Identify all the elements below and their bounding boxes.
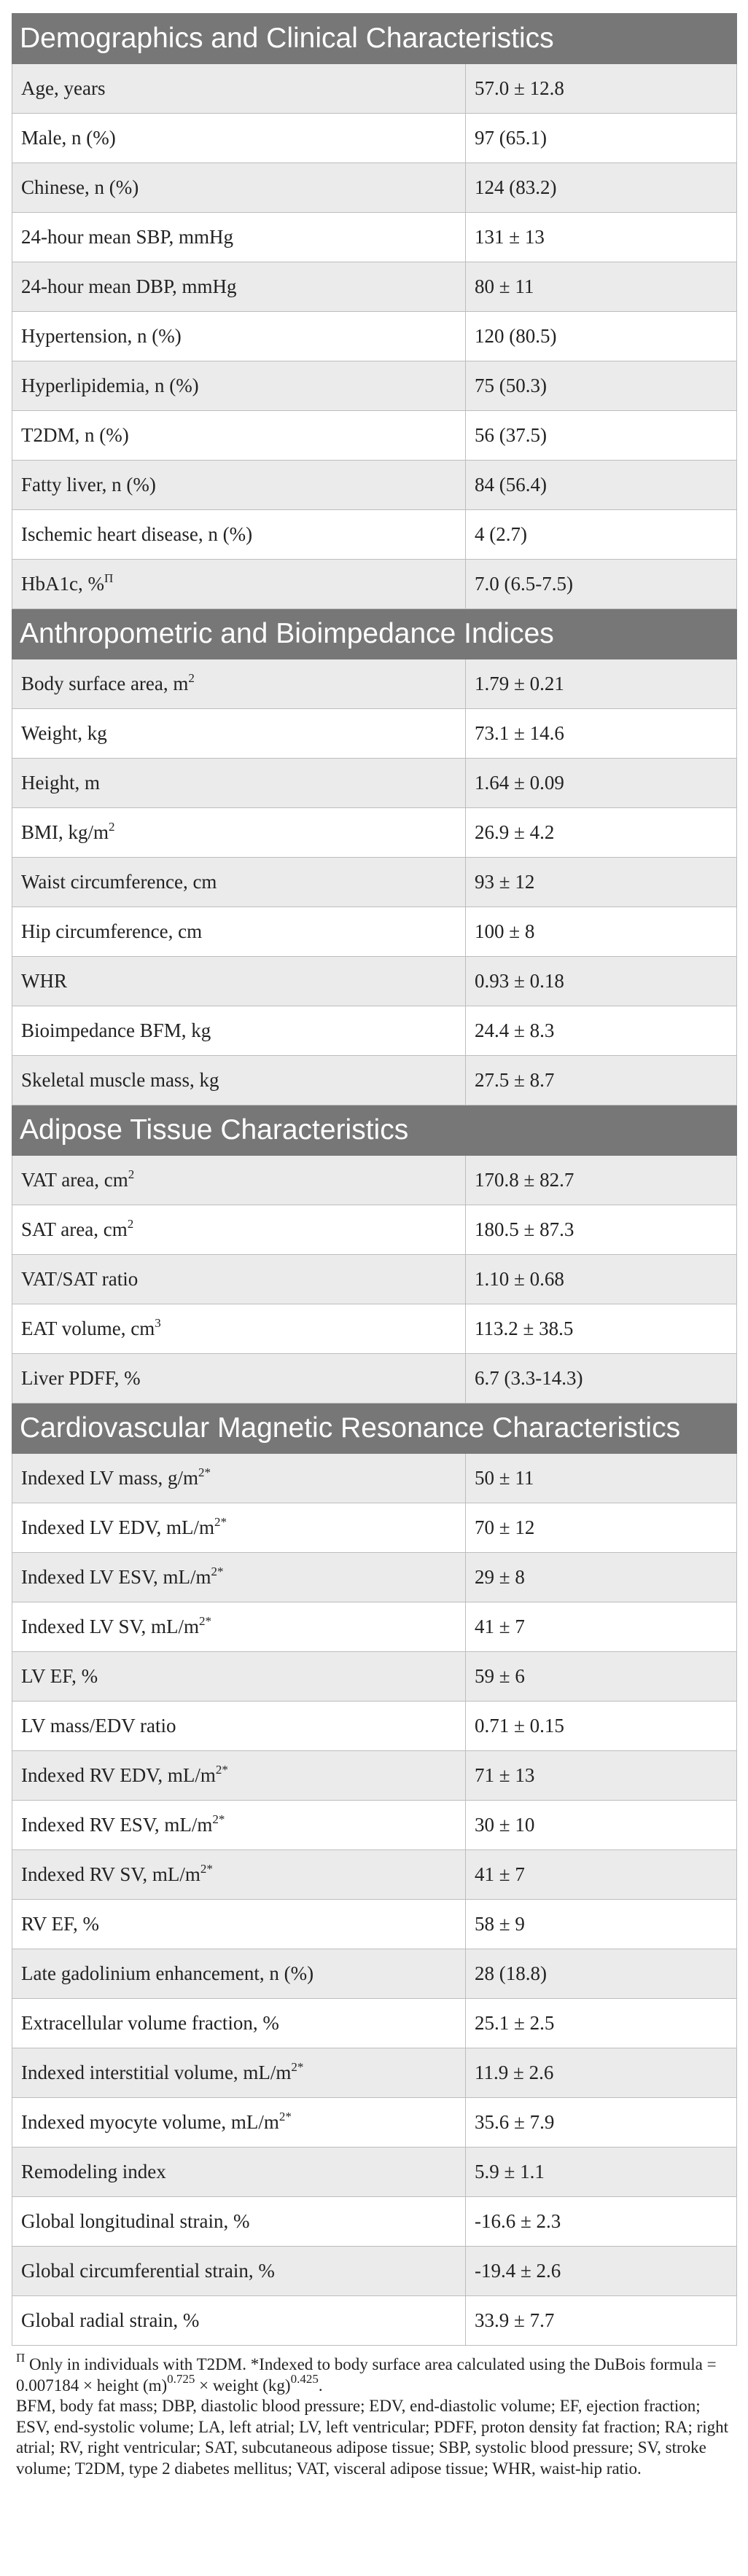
row-label-cell bbox=[12, 1454, 466, 1503]
row-label-cell bbox=[12, 1553, 466, 1602]
table-row bbox=[12, 1255, 737, 1304]
row-label: LV EF, % bbox=[21, 1665, 98, 1687]
table-row bbox=[12, 312, 737, 361]
row-label-superscript: 2* bbox=[291, 2060, 304, 2074]
row-label-superscript: 2* bbox=[215, 1763, 228, 1777]
row-label: Chinese, n (%) bbox=[21, 176, 139, 198]
section-header bbox=[12, 1105, 737, 1156]
row-label: Extracellular volume fraction, % bbox=[21, 2012, 279, 2034]
row-label-cell bbox=[12, 163, 466, 213]
row-label-superscript: Π bbox=[104, 571, 114, 585]
row-value: 131 ± 13 bbox=[466, 213, 737, 262]
table-row bbox=[12, 1454, 737, 1503]
row-label-cell bbox=[12, 510, 466, 560]
row-label-cell bbox=[12, 2197, 466, 2247]
table-row bbox=[12, 1503, 737, 1553]
section-title: Cardiovascular Magnetic Resonance Characteristics bbox=[12, 1404, 737, 1454]
row-label: Body surface area, m bbox=[21, 673, 189, 694]
row-label: WHR bbox=[21, 970, 67, 992]
table-row bbox=[12, 1751, 737, 1801]
row-label-cell bbox=[12, 1205, 466, 1255]
table-row bbox=[12, 957, 737, 1006]
row-label-cell bbox=[12, 1999, 466, 2048]
table-row bbox=[12, 1702, 737, 1751]
row-label-superscript: 2 bbox=[128, 1167, 135, 1181]
footnote-exponent: 0.725 bbox=[167, 2371, 195, 2386]
table-row bbox=[12, 759, 737, 808]
row-label: Male, n (%) bbox=[21, 127, 116, 149]
row-label-cell bbox=[12, 213, 466, 262]
row-label-cell bbox=[12, 262, 466, 312]
row-label-cell bbox=[12, 2098, 466, 2148]
row-label-cell bbox=[12, 1602, 466, 1652]
table-row bbox=[12, 1006, 737, 1056]
footnote-exponent: 0.425 bbox=[290, 2371, 319, 2386]
table-row bbox=[12, 1354, 737, 1404]
abbreviations-note: BFM, body fat mass; DBP, diastolic blood pressure; EDV, end-diastolic volume; EF, ejection fraction; ESV, end-systolic volume; LA, left atrial; LV, left ventricular; PDFF, proton density fat fraction; RA; right atrial; RV, right ventricular; SAT, subcutaneous adipose tissue; SBP, systolic blood pressure; SV, stroke volume; T2DM, type 2 diabetes mellitus; VAT, visceral adipose tissue; WHR, waist-hip ratio. bbox=[16, 2397, 729, 2478]
row-value: 25.1 ± 2.5 bbox=[466, 1999, 737, 2048]
section-header bbox=[12, 609, 737, 659]
row-value: 24.4 ± 8.3 bbox=[466, 1006, 737, 1056]
table-row bbox=[12, 163, 737, 213]
row-label-cell bbox=[12, 907, 466, 957]
footnote-text: . bbox=[318, 2376, 323, 2395]
row-label: Indexed myocyte volume, mL/m bbox=[21, 2111, 279, 2133]
row-value: 57.0 ± 12.8 bbox=[466, 64, 737, 114]
row-label: Global circumferential strain, % bbox=[21, 2260, 275, 2282]
table-row bbox=[12, 213, 737, 262]
row-label-cell bbox=[12, 1354, 466, 1404]
row-label: 24-hour mean DBP, mmHg bbox=[21, 275, 237, 297]
row-label: Remodeling index bbox=[21, 2161, 166, 2182]
row-label-superscript: 2 bbox=[127, 1217, 134, 1231]
table-row bbox=[12, 1304, 737, 1354]
row-value: 30 ± 10 bbox=[466, 1801, 737, 1850]
row-label: Indexed LV mass, g/m bbox=[21, 1467, 198, 1489]
row-label-cell bbox=[12, 361, 466, 411]
table-row bbox=[12, 262, 737, 312]
table-row bbox=[12, 411, 737, 461]
table-row bbox=[12, 2048, 737, 2098]
row-label: SAT area, cm bbox=[21, 1218, 128, 1240]
table-row bbox=[12, 1056, 737, 1105]
row-label: Indexed interstitial volume, mL/m bbox=[21, 2062, 292, 2083]
table-row bbox=[12, 1900, 737, 1949]
row-label: BMI, kg/m bbox=[21, 821, 109, 843]
section-title: Adipose Tissue Characteristics bbox=[12, 1105, 737, 1156]
row-value: 124 (83.2) bbox=[466, 163, 737, 213]
row-label-superscript: 2* bbox=[200, 1862, 213, 1876]
table-row bbox=[12, 2148, 737, 2197]
row-value: 97 (65.1) bbox=[466, 114, 737, 163]
row-value: 33.9 ± 7.7 bbox=[466, 2296, 737, 2346]
row-value: 0.71 ± 0.15 bbox=[466, 1702, 737, 1751]
row-value: 120 (80.5) bbox=[466, 312, 737, 361]
row-value: 170.8 ± 82.7 bbox=[466, 1156, 737, 1205]
row-label-superscript: 2* bbox=[198, 1465, 211, 1479]
row-label: Hip circumference, cm bbox=[21, 920, 203, 942]
row-value: 6.7 (3.3-14.3) bbox=[466, 1354, 737, 1404]
row-label: LV mass/EDV ratio bbox=[21, 1715, 176, 1737]
table-row bbox=[12, 2247, 737, 2296]
row-label: T2DM, n (%) bbox=[21, 424, 129, 446]
table-row bbox=[12, 1999, 737, 2048]
row-label-cell bbox=[12, 759, 466, 808]
section-header bbox=[12, 1404, 737, 1454]
row-label: VAT area, cm bbox=[21, 1169, 128, 1191]
row-value: 28 (18.8) bbox=[466, 1949, 737, 1999]
footnote-text: Only in individuals with T2DM. *Indexed to body surface area calculated using the DuBois formula = 0.007184 × height (m) bbox=[16, 2355, 717, 2395]
row-label-cell bbox=[12, 411, 466, 461]
table-footnotes bbox=[12, 2346, 736, 2479]
row-label: Late gadolinium enhancement, n (%) bbox=[21, 1962, 314, 1984]
row-label: Height, m bbox=[21, 772, 100, 794]
table-row bbox=[12, 1850, 737, 1900]
row-label-cell bbox=[12, 1156, 466, 1205]
row-label-superscript: 2* bbox=[212, 1812, 225, 1826]
row-label-superscript: 2 bbox=[188, 671, 195, 685]
table-body bbox=[12, 14, 737, 2346]
row-value: 1.10 ± 0.68 bbox=[466, 1255, 737, 1304]
table-row bbox=[12, 2296, 737, 2346]
row-label: Global longitudinal strain, % bbox=[21, 2210, 250, 2232]
table-container bbox=[12, 13, 736, 2479]
row-label: Indexed LV EDV, mL/m bbox=[21, 1516, 214, 1538]
section-header bbox=[12, 14, 737, 64]
table-row bbox=[12, 64, 737, 114]
row-value: 11.9 ± 2.6 bbox=[466, 2048, 737, 2098]
row-value: 1.79 ± 0.21 bbox=[466, 659, 737, 709]
row-label-superscript: 2* bbox=[199, 1614, 212, 1628]
row-label: Liver PDFF, % bbox=[21, 1367, 141, 1389]
row-label-cell bbox=[12, 2296, 466, 2346]
footnote-text: × weight (kg) bbox=[195, 2376, 291, 2395]
row-label-cell bbox=[12, 114, 466, 163]
row-value: 7.0 (6.5-7.5) bbox=[466, 560, 737, 609]
table-row bbox=[12, 2098, 737, 2148]
section-title: Demographics and Clinical Characteristics bbox=[12, 14, 737, 64]
characteristics-table bbox=[12, 13, 737, 2346]
table-row bbox=[12, 858, 737, 907]
table-row bbox=[12, 560, 737, 609]
row-label-cell bbox=[12, 1900, 466, 1949]
row-value: -19.4 ± 2.6 bbox=[466, 2247, 737, 2296]
table-row bbox=[12, 1553, 737, 1602]
footnote-mark: Π bbox=[16, 2351, 26, 2365]
table-row bbox=[12, 114, 737, 163]
row-value: 71 ± 13 bbox=[466, 1751, 737, 1801]
row-value: 35.6 ± 7.9 bbox=[466, 2098, 737, 2148]
row-label: Hypertension, n (%) bbox=[21, 325, 182, 347]
table-row bbox=[12, 1602, 737, 1652]
row-label-cell bbox=[12, 858, 466, 907]
row-label: Ischemic heart disease, n (%) bbox=[21, 523, 253, 545]
row-value: 70 ± 12 bbox=[466, 1503, 737, 1553]
row-label-cell bbox=[12, 1006, 466, 1056]
table-row bbox=[12, 1652, 737, 1702]
row-label-superscript: 2* bbox=[214, 1515, 227, 1529]
row-label-cell bbox=[12, 560, 466, 609]
row-value: 84 (56.4) bbox=[466, 461, 737, 510]
row-label-cell bbox=[12, 1304, 466, 1354]
row-label-cell bbox=[12, 2148, 466, 2197]
row-value: 58 ± 9 bbox=[466, 1900, 737, 1949]
table-row bbox=[12, 659, 737, 709]
section-title: Anthropometric and Bioimpedance Indices bbox=[12, 609, 737, 659]
row-value: 41 ± 7 bbox=[466, 1602, 737, 1652]
table-row bbox=[12, 1156, 737, 1205]
footnote-1 bbox=[16, 2351, 733, 2396]
row-value: 1.64 ± 0.09 bbox=[466, 759, 737, 808]
table-row bbox=[12, 510, 737, 560]
table-row bbox=[12, 1205, 737, 1255]
row-value: 50 ± 11 bbox=[466, 1454, 737, 1503]
row-label-cell bbox=[12, 1801, 466, 1850]
row-label: Indexed RV EDV, mL/m bbox=[21, 1764, 216, 1786]
row-value: 56 (37.5) bbox=[466, 411, 737, 461]
row-value: 100 ± 8 bbox=[466, 907, 737, 957]
row-label-superscript: 2* bbox=[211, 1565, 224, 1578]
row-label-cell bbox=[12, 2048, 466, 2098]
row-label: Fatty liver, n (%) bbox=[21, 474, 156, 496]
row-label-cell bbox=[12, 64, 466, 114]
row-label: Indexed RV ESV, mL/m bbox=[21, 1814, 213, 1836]
row-label: Indexed RV SV, mL/m bbox=[21, 1863, 200, 1885]
row-label-cell bbox=[12, 461, 466, 510]
row-label-cell bbox=[12, 659, 466, 709]
row-value: 59 ± 6 bbox=[466, 1652, 737, 1702]
row-value: 75 (50.3) bbox=[466, 361, 737, 411]
row-label: EAT volume, cm bbox=[21, 1318, 155, 1339]
row-value: 29 ± 8 bbox=[466, 1553, 737, 1602]
row-label-cell bbox=[12, 1652, 466, 1702]
table-row bbox=[12, 709, 737, 759]
table-row bbox=[12, 361, 737, 411]
row-value: 93 ± 12 bbox=[466, 858, 737, 907]
table-row bbox=[12, 907, 737, 957]
row-label: Weight, kg bbox=[21, 722, 107, 744]
row-label: Indexed LV ESV, mL/m bbox=[21, 1566, 211, 1588]
row-value: 0.93 ± 0.18 bbox=[466, 957, 737, 1006]
row-label-cell bbox=[12, 709, 466, 759]
row-label: 24-hour mean SBP, mmHg bbox=[21, 226, 234, 248]
row-value: 73.1 ± 14.6 bbox=[466, 709, 737, 759]
table-row bbox=[12, 1949, 737, 1999]
row-label-cell bbox=[12, 1751, 466, 1801]
row-value: 4 (2.7) bbox=[466, 510, 737, 560]
row-label-cell bbox=[12, 1503, 466, 1553]
row-value: 180.5 ± 87.3 bbox=[466, 1205, 737, 1255]
row-label-cell bbox=[12, 2247, 466, 2296]
row-label-cell bbox=[12, 808, 466, 858]
row-label: Global radial strain, % bbox=[21, 2309, 200, 2331]
row-label: Age, years bbox=[21, 77, 106, 99]
row-value: 27.5 ± 8.7 bbox=[466, 1056, 737, 1105]
row-label: Skeletal muscle mass, kg bbox=[21, 1069, 219, 1091]
row-value: 26.9 ± 4.2 bbox=[466, 808, 737, 858]
row-label: HbA1c, % bbox=[21, 573, 104, 595]
table-row bbox=[12, 461, 737, 510]
row-label-cell bbox=[12, 1255, 466, 1304]
row-label-cell bbox=[12, 957, 466, 1006]
row-label: Hyperlipidemia, n (%) bbox=[21, 375, 199, 396]
row-label-cell bbox=[12, 312, 466, 361]
table-row bbox=[12, 1801, 737, 1850]
row-label: RV EF, % bbox=[21, 1913, 99, 1935]
row-label-superscript: 2* bbox=[278, 2110, 292, 2123]
row-value: 5.9 ± 1.1 bbox=[466, 2148, 737, 2197]
table-row bbox=[12, 808, 737, 858]
table-row bbox=[12, 2197, 737, 2247]
row-value: 41 ± 7 bbox=[466, 1850, 737, 1900]
row-label-superscript: 3 bbox=[155, 1316, 161, 1330]
row-value: -16.6 ± 2.3 bbox=[466, 2197, 737, 2247]
row-label-cell bbox=[12, 1850, 466, 1900]
row-label-cell bbox=[12, 1949, 466, 1999]
row-label: Bioimpedance BFM, kg bbox=[21, 1019, 211, 1041]
row-value: 113.2 ± 38.5 bbox=[466, 1304, 737, 1354]
row-label: Waist circumference, cm bbox=[21, 871, 217, 893]
row-label-superscript: 2 bbox=[109, 820, 115, 834]
row-label: Indexed LV SV, mL/m bbox=[21, 1616, 200, 1637]
row-value: 80 ± 11 bbox=[466, 262, 737, 312]
row-label-cell bbox=[12, 1702, 466, 1751]
row-label: VAT/SAT ratio bbox=[21, 1268, 139, 1290]
row-label-cell bbox=[12, 1056, 466, 1105]
